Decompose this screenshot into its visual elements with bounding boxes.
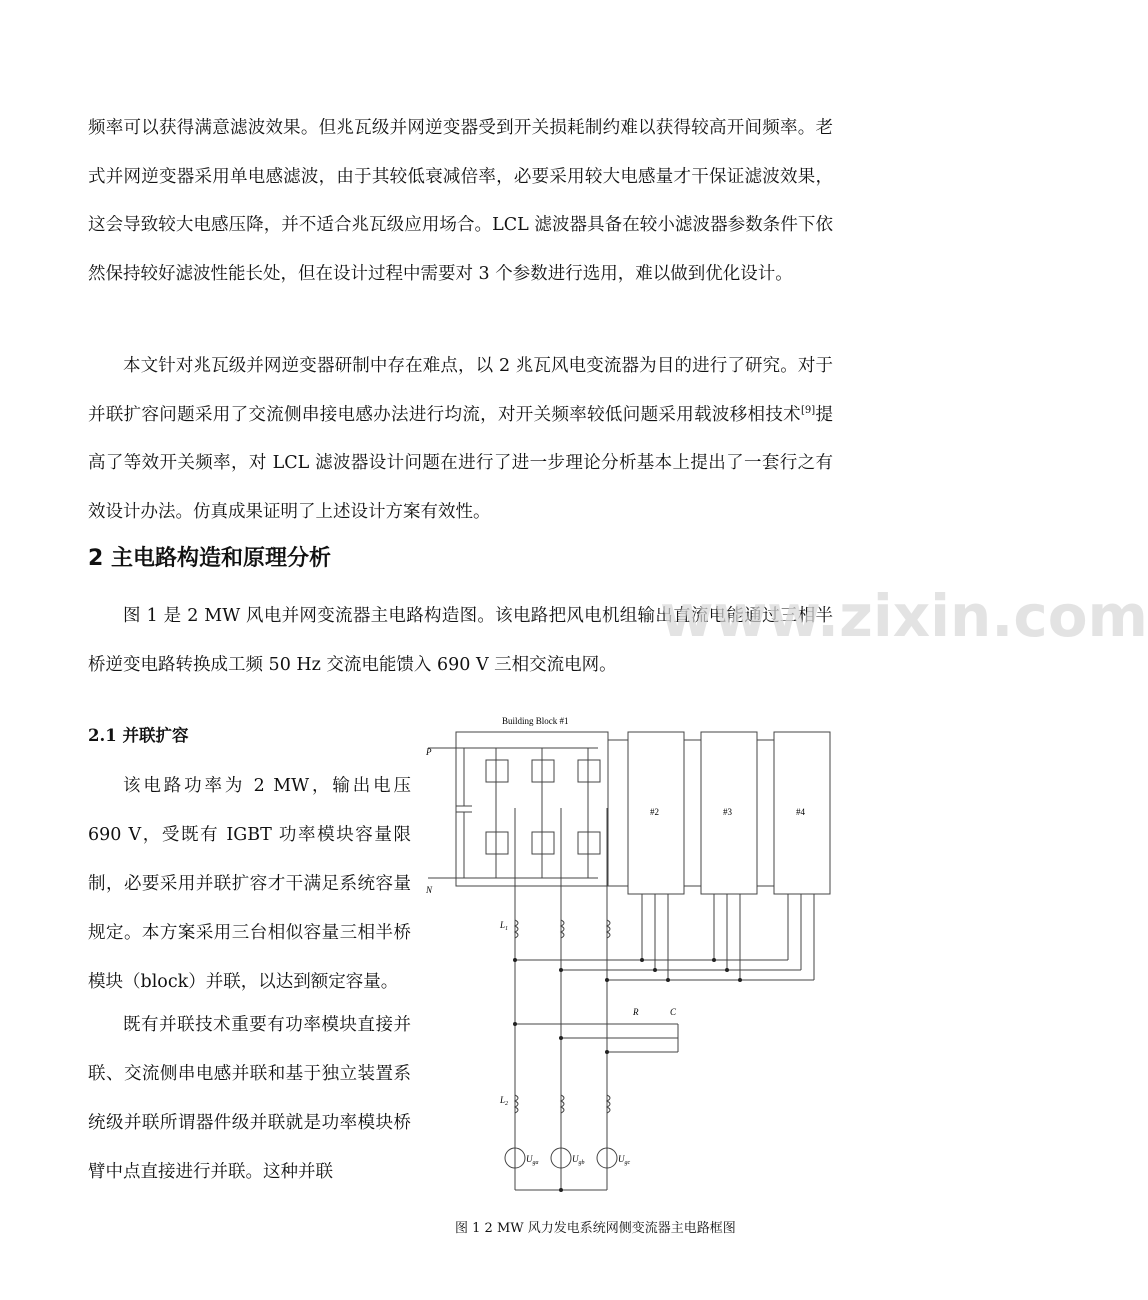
paragraph-research-aim-text-2: 提高了等效开关频率，对 LCL 滤波器设计问题在进行了进一步理论分析基本上提出了一套行之有效设计办法。仿真成果证明了上述设计方案有效性。	[88, 404, 833, 522]
paragraph-intro-continued: 频率可以获得满意滤波效果。但兆瓦级并网逆变器受到开关损耗制约难以获得较高开间频率。老式并网逆变器采用单电感滤波，由于其较低衰减倍率，必要采用较大电感量才干保证滤波效果，这会导致较大电感压降，并不适合兆瓦级应用场合。LCL 滤波器具备在较小滤波器参数条件下依然保持较好滤波性能长处，但在设计过程中需要对 3 个参数进行选用，难以做到优化设计。	[88, 118, 833, 284]
paragraph-parallel-techniques: 既有并联技术重要有功率模块直接并联、交流侧串电感并联和基于独立装置系统级并联所谓器件级并联就是功率模块桥臂中点直接进行并联。这种并联	[88, 1015, 411, 1182]
label-n: N	[426, 885, 433, 895]
l1-label: $L_1$	[500, 920, 509, 932]
circuit-diagram	[418, 710, 838, 1200]
paragraph-research-aim	[88, 342, 833, 536]
paragraph-research-aim-text-1: 本文针对兆瓦级并网逆变器研制中存在难点，以 2 兆瓦风电变流器为目的进行了研究。对于并联扩容问题采用了交流侧串接电感办法进行均流，对开关频率较低问题采用载波移相技术	[88, 356, 833, 425]
section-heading: 2 主电路构造和原理分析	[88, 546, 331, 571]
block-2-label: #2	[650, 807, 659, 817]
ugc-label: $U_{gc}$	[618, 1154, 631, 1166]
block-3-label: #3	[723, 807, 732, 817]
c-label: C	[670, 1007, 677, 1017]
block-title: Building Block #1	[502, 716, 569, 726]
paragraph-figure-intro: 图 1 是 2 MW 风电并网变流器主电路构造图。该电路把风电机组输出直流电能通过三相半桥逆变电路转换成工频 50 Hz 交流电能馈入 690 V 三相交流电网。	[88, 606, 833, 675]
watermark: www.zixin.com	[660, 582, 1148, 650]
citation-ref[interactable]: [9]	[801, 404, 816, 416]
label-p: P	[426, 747, 432, 757]
paragraph-parallel-expansion: 该电路功率为 2 MW，输出电压 690 V，受既有 IGBT 功率模块容量限制，必要采用并联扩容才干满足系统容量规定。本方案采用三台相似容量三相半桥模块（block）并联，以达到额定容量。	[88, 776, 411, 992]
r-label: R	[633, 1007, 639, 1017]
uga-label: $U_{ga}$	[526, 1154, 539, 1166]
figure-caption: 图 1 2 MW 风力发电系统网侧变流器主电路框图	[455, 1221, 736, 1236]
subsection-heading: 2.1 并联扩容	[88, 726, 189, 745]
l2-label: $L_2$	[500, 1095, 509, 1107]
block-4-label: #4	[796, 807, 805, 817]
ugb-label: $U_{gb}$	[572, 1154, 585, 1166]
